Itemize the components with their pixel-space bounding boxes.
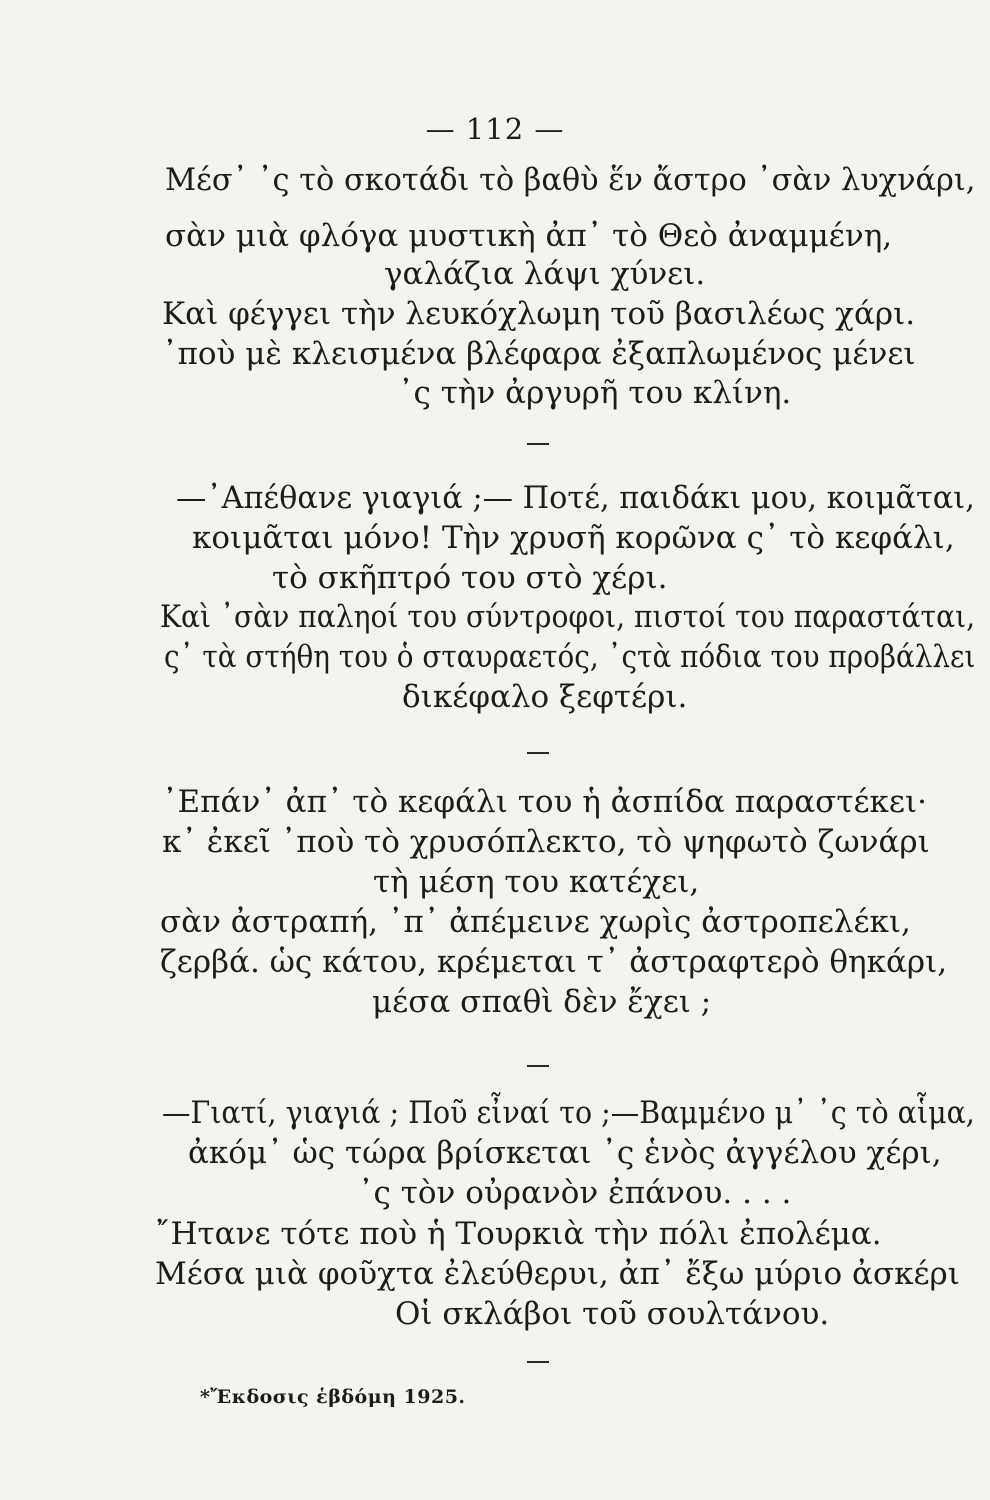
poem-line: δικέφαλο ξεφτέρι. (402, 679, 688, 715)
poem-line: Οἱ σκλάβοι τοῦ σουλτάνου. (395, 1296, 830, 1332)
poem-line: ζερβά. ὡς κάτου, κρέμεται τ᾽ ἀστραφτερὸ θηκάρι, (160, 944, 948, 980)
poem-line: —Γιατί, γιαγιά ; Ποῦ εἶναί το ;—Βαμμένο μ᾽ ᾽ς τὸ αἷμα, (162, 1095, 975, 1131)
stanza-separator (527, 1361, 549, 1363)
poem-line: Μέσα μιὰ φοῦχτα ἐλεύθερυι, ἀπ᾽ ἔξω μύριο ἀσκέρι (155, 1256, 960, 1292)
page-number: — 112 — (425, 112, 565, 146)
poem-line: γαλάζια λάψι χύνει. (384, 256, 706, 292)
poem-line: Μέσ᾽ ᾽ς τὸ σκοτάδι τὸ βαθὺ ἕν ἄστρο ᾽σὰν λυχνάρι, (165, 162, 976, 198)
poem-line: σὰν μιὰ φλόγα μυστικὴ ἀπ᾽ τὸ Θεὸ ἀναμμένη, (165, 218, 893, 254)
poem-line: μέσα σπαθὶ δὲν ἔχει ; (372, 984, 712, 1020)
poem-line: —᾽Απέθανε γιαγιά ;— Ποτέ, παιδάκι μου, κοιμᾶται, (176, 480, 975, 516)
poem-line: ἀκόμ᾽ ὡς τώρα βρίσκεται ᾽ς ἑνὸς ἀγγέλου χέρι, (188, 1135, 942, 1171)
poem-line: τὴ μέση του κατέχει, (373, 864, 700, 900)
stanza-separator (527, 443, 549, 445)
stanza-separator (527, 752, 549, 754)
poem-line: κοιμᾶται μόνο! Τὴν χρυσῆ κορῶνα ς᾽ τὸ κεφάλι, (192, 520, 955, 556)
poem-line: σὰν ἀστραπή, ᾽π᾽ ἀπέμεινε χωρὶς ἀστροπελέκι, (160, 904, 911, 940)
poem-line: κ᾽ ἐκεῖ ᾽ποὺ τὸ χρυσόπλεκτο, τὸ ψηφωτὸ ζωνάρι (162, 824, 930, 860)
poem-line: ῎Ητανε τότε ποὺ ἡ Τουρκιὰ τὴν πόλι ἐπολέμα. (155, 1216, 882, 1252)
poem-line: ς᾽ τὰ στήθη του ὁ σταυραετός, ᾽ςτὰ πόδια του προβάλλει (164, 639, 976, 675)
edition-footnote: *Ἔκδοσις ἑβδόμη 1925. (200, 1386, 466, 1408)
poem-line: ᾽ς τὴν ἀργυρῆ του κλίνη. (398, 375, 792, 411)
poem-line: Καὶ ᾽σὰν παληοί του σύντροφοι, πιστοί του παραστάται, (160, 599, 976, 635)
poem-line: Καὶ φέγγει τὴν λευκόχλωμη τοῦ βασιλέως χάρι. (162, 296, 916, 332)
poem-line: ᾽ς τὸν οὐρανὸν ἐπάνου. . . . (358, 1175, 792, 1211)
poem-line: ᾽ποὺ μὲ κλεισμένα βλέφαρα ἐξαπλωμένος μένει (162, 336, 916, 372)
stanza-separator (527, 1065, 549, 1067)
poem-line: ᾽Επάν᾽ ἀπ᾽ τὸ κεφάλι του ἡ ἀσπίδα παραστέκει· (162, 784, 927, 820)
poem-line: τὸ σκῆπτρό του στὸ χέρι. (272, 560, 668, 596)
